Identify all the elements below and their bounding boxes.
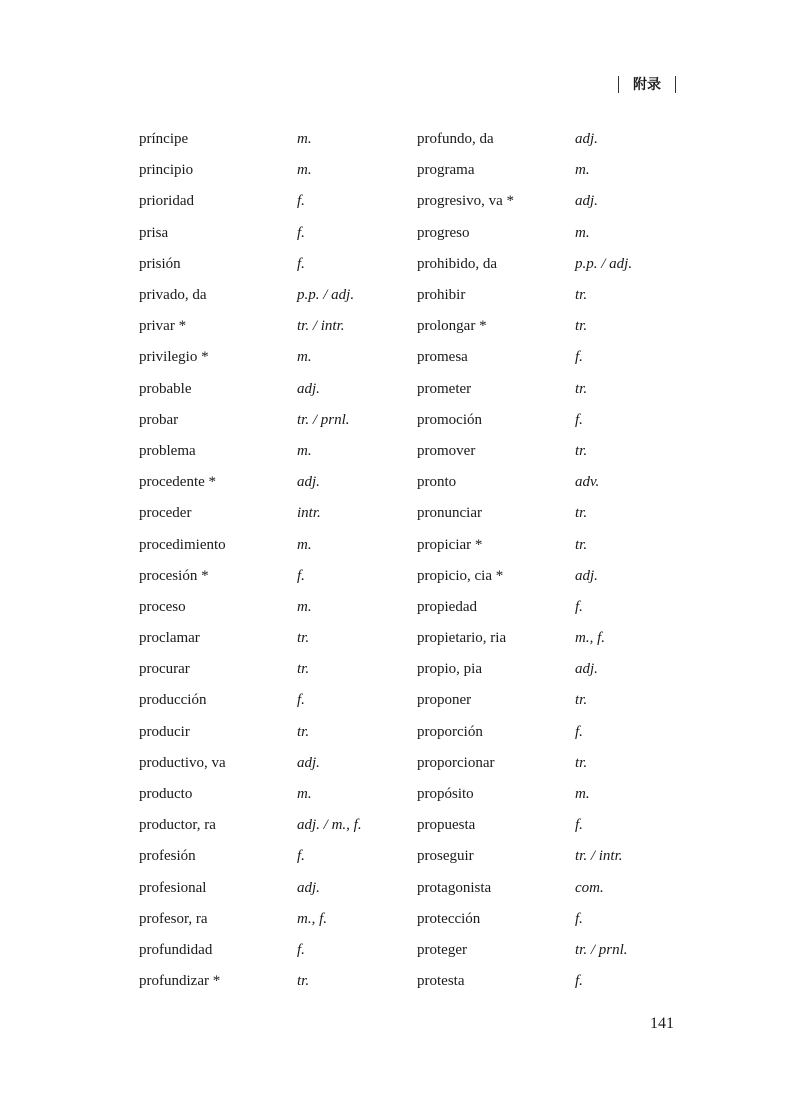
entry-word: protagonista — [417, 879, 492, 896]
entry-part-of-speech: m. — [297, 598, 312, 615]
vocab-entry — [417, 810, 632, 841]
entry-part-of-speech: tr. — [297, 630, 310, 647]
entry-part-of-speech: m. — [297, 536, 312, 553]
entry-part-of-speech: adj. — [297, 474, 320, 491]
entry-part-of-speech: intr. — [297, 505, 321, 522]
vocab-entry — [139, 685, 362, 716]
entry-word: procedimiento — [139, 536, 226, 553]
entry-part-of-speech: adj. — [575, 131, 598, 148]
entry-word: procedente * — [139, 474, 217, 491]
entry-part-of-speech: f. — [575, 349, 583, 366]
vocab-entry — [417, 405, 632, 436]
vocab-entry — [417, 748, 632, 779]
vocab-entry — [417, 654, 632, 685]
entry-word: prisión — [139, 255, 181, 272]
vocab-entry — [139, 342, 362, 373]
vocab-entry — [139, 529, 362, 560]
entry-part-of-speech: m. — [575, 224, 590, 241]
vocab-entry — [139, 810, 362, 841]
vocab-entry — [139, 186, 362, 217]
entry-word: propiedad — [417, 598, 477, 615]
entry-word: promover — [417, 442, 476, 459]
entry-word: prioridad — [139, 193, 194, 210]
entry-word: prohibir — [417, 287, 466, 304]
entry-word: propio, pia — [417, 661, 482, 678]
entry-word: profundizar * — [139, 973, 221, 990]
section-title: 附录 — [633, 77, 661, 93]
entry-word: prohibido, da — [417, 255, 497, 272]
vocab-entry — [417, 186, 632, 217]
left-column — [139, 124, 362, 997]
entry-part-of-speech: m. — [297, 131, 312, 148]
entry-word: proteger — [417, 941, 467, 958]
entry-word: príncipe — [139, 131, 189, 148]
entry-part-of-speech: tr. — [575, 442, 588, 459]
entry-part-of-speech: f. — [297, 255, 305, 272]
vocab-entry — [417, 342, 632, 373]
entry-part-of-speech: m. — [575, 162, 590, 179]
entry-part-of-speech: adj. — [297, 754, 320, 771]
entry-part-of-speech: f. — [575, 910, 583, 927]
entry-part-of-speech: p.p. / adj. — [575, 255, 633, 272]
entry-part-of-speech: m. — [297, 442, 312, 459]
entry-part-of-speech: tr. / intr. — [297, 318, 345, 335]
vocab-entry — [139, 561, 362, 592]
entry-word: privar * — [139, 318, 187, 335]
vocab-entry — [417, 218, 632, 249]
entry-part-of-speech: tr. — [297, 723, 310, 740]
vocab-entry — [417, 873, 632, 904]
entry-part-of-speech: f. — [297, 224, 305, 241]
entry-part-of-speech: tr. — [575, 505, 588, 522]
vocab-entry — [417, 779, 632, 810]
entry-word: proporcionar — [417, 754, 495, 771]
entry-word: producir — [139, 723, 190, 740]
entry-part-of-speech: tr. — [575, 692, 588, 709]
entry-part-of-speech: f. — [297, 567, 305, 584]
entry-word: profundidad — [139, 941, 213, 958]
vocab-entry — [139, 218, 362, 249]
entry-word: prometer — [417, 380, 472, 397]
entry-word: principio — [139, 162, 194, 179]
entry-word: prolongar * — [417, 318, 487, 335]
page-number: 141 — [650, 1015, 674, 1032]
entry-word: prisa — [139, 224, 169, 241]
entry-word: profesor, ra — [139, 910, 208, 927]
entry-word: proponer — [417, 692, 472, 709]
entry-word: privado, da — [139, 287, 207, 304]
vocab-entry — [417, 249, 632, 280]
entry-part-of-speech: adj. — [297, 380, 320, 397]
header-right-rule — [675, 76, 676, 93]
vocab-entry — [139, 436, 362, 467]
vocab-entry — [417, 498, 632, 529]
entry-word: proseguir — [417, 848, 474, 865]
entry-part-of-speech: tr. — [575, 287, 588, 304]
entry-part-of-speech: f. — [575, 723, 583, 740]
vocab-entry — [417, 124, 632, 155]
right-column — [417, 124, 632, 997]
entry-part-of-speech: tr. — [297, 973, 310, 990]
vocab-entry — [417, 467, 632, 498]
vocab-entry — [139, 124, 362, 155]
vocab-entry — [139, 311, 362, 342]
vocab-entry — [417, 561, 632, 592]
entry-word: promoción — [417, 411, 482, 428]
entry-word: progresivo, va * — [417, 193, 515, 210]
vocab-entry — [417, 717, 632, 748]
vocab-entry — [417, 529, 632, 560]
entry-part-of-speech: tr. — [575, 318, 588, 335]
entry-part-of-speech: adj. — [575, 193, 598, 210]
entry-word: pronunciar — [417, 505, 482, 522]
vocab-entry — [139, 155, 362, 186]
entry-part-of-speech: m. — [297, 786, 312, 803]
entry-word: propicio, cia * — [417, 567, 504, 584]
entry-part-of-speech: adv. — [575, 474, 600, 491]
entry-part-of-speech: f. — [297, 193, 305, 210]
entry-word: problema — [139, 442, 196, 459]
vocab-entry — [139, 623, 362, 654]
entry-word: propuesta — [417, 817, 476, 834]
entry-word: productor, ra — [139, 817, 216, 834]
entry-part-of-speech: tr. — [575, 536, 588, 553]
entry-word: producción — [139, 692, 207, 709]
entry-word: producto — [139, 786, 193, 803]
entry-part-of-speech: tr. — [575, 754, 588, 771]
entry-word: probar — [139, 411, 179, 428]
entry-word: profundo, da — [417, 131, 494, 148]
entry-word: protección — [417, 910, 481, 927]
entry-word: procurar — [139, 661, 190, 678]
entry-word: privilegio * — [139, 349, 209, 366]
entry-part-of-speech: m. — [297, 349, 312, 366]
entry-part-of-speech: tr. / prnl. — [575, 941, 628, 958]
vocab-entry — [139, 654, 362, 685]
vocab-entry — [139, 498, 362, 529]
entry-part-of-speech: p.p. / adj. — [297, 287, 355, 304]
vocab-entry — [417, 623, 632, 654]
vocab-entry — [139, 748, 362, 779]
vocab-entry — [139, 717, 362, 748]
entry-part-of-speech: adj. — [297, 879, 320, 896]
entry-word: proceder — [139, 505, 192, 522]
entry-part-of-speech: f. — [297, 692, 305, 709]
entry-word: proporción — [417, 723, 483, 740]
entry-word: proclamar — [139, 630, 200, 647]
vocab-entry — [139, 592, 362, 623]
entry-word: propietario, ria — [417, 630, 507, 647]
entry-word: proceso — [139, 598, 186, 615]
entry-part-of-speech: adj. — [575, 567, 598, 584]
vocab-entry — [417, 155, 632, 186]
vocab-entry — [139, 966, 362, 997]
vocab-entry — [139, 249, 362, 280]
entry-part-of-speech: tr. — [575, 380, 588, 397]
entry-part-of-speech: m., f. — [575, 630, 605, 647]
vocab-entry — [139, 779, 362, 810]
vocab-entry — [139, 841, 362, 872]
entry-part-of-speech: tr. / intr. — [575, 848, 623, 865]
entry-part-of-speech: m., f. — [297, 910, 327, 927]
vocab-entry — [417, 592, 632, 623]
entry-word: propósito — [417, 786, 474, 803]
entry-word: procesión * — [139, 567, 209, 584]
running-header — [618, 74, 676, 94]
entry-part-of-speech: f. — [575, 973, 583, 990]
entry-part-of-speech: adj. / m., f. — [297, 817, 362, 834]
vocab-entry — [417, 935, 632, 966]
entry-word: profesional — [139, 879, 207, 896]
entry-part-of-speech: tr. — [297, 661, 310, 678]
vocab-entry — [417, 311, 632, 342]
entry-word: profesión — [139, 848, 196, 865]
entry-part-of-speech: f. — [575, 598, 583, 615]
vocab-entry — [417, 904, 632, 935]
entry-word: probable — [139, 380, 192, 397]
vocab-entry — [139, 280, 362, 311]
entry-part-of-speech: tr. / prnl. — [297, 411, 350, 428]
vocab-entry — [139, 935, 362, 966]
entry-part-of-speech: f. — [575, 817, 583, 834]
entry-word: propiciar * — [417, 536, 483, 553]
vocab-entry — [139, 904, 362, 935]
entry-part-of-speech: m. — [575, 786, 590, 803]
entry-word: programa — [417, 162, 475, 179]
header-left-rule — [618, 76, 619, 93]
vocab-entry — [139, 873, 362, 904]
entry-part-of-speech: f. — [297, 848, 305, 865]
entry-word: progreso — [417, 224, 470, 241]
vocab-entry — [417, 685, 632, 716]
entry-part-of-speech: f. — [575, 411, 583, 428]
vocab-entry — [417, 841, 632, 872]
vocab-entry — [139, 467, 362, 498]
entry-part-of-speech: adj. — [575, 661, 598, 678]
vocab-entry — [417, 436, 632, 467]
vocab-entry — [417, 374, 632, 405]
entry-part-of-speech: m. — [297, 162, 312, 179]
entry-word: pronto — [417, 474, 457, 491]
entry-part-of-speech: f. — [297, 941, 305, 958]
entry-word: protesta — [417, 973, 465, 990]
vocab-entry — [139, 374, 362, 405]
entry-word: productivo, va — [139, 754, 226, 771]
vocab-entry — [417, 966, 632, 997]
entry-word: promesa — [417, 349, 468, 366]
vocab-entry — [417, 280, 632, 311]
entry-part-of-speech: com. — [575, 879, 604, 896]
vocab-entry — [139, 405, 362, 436]
